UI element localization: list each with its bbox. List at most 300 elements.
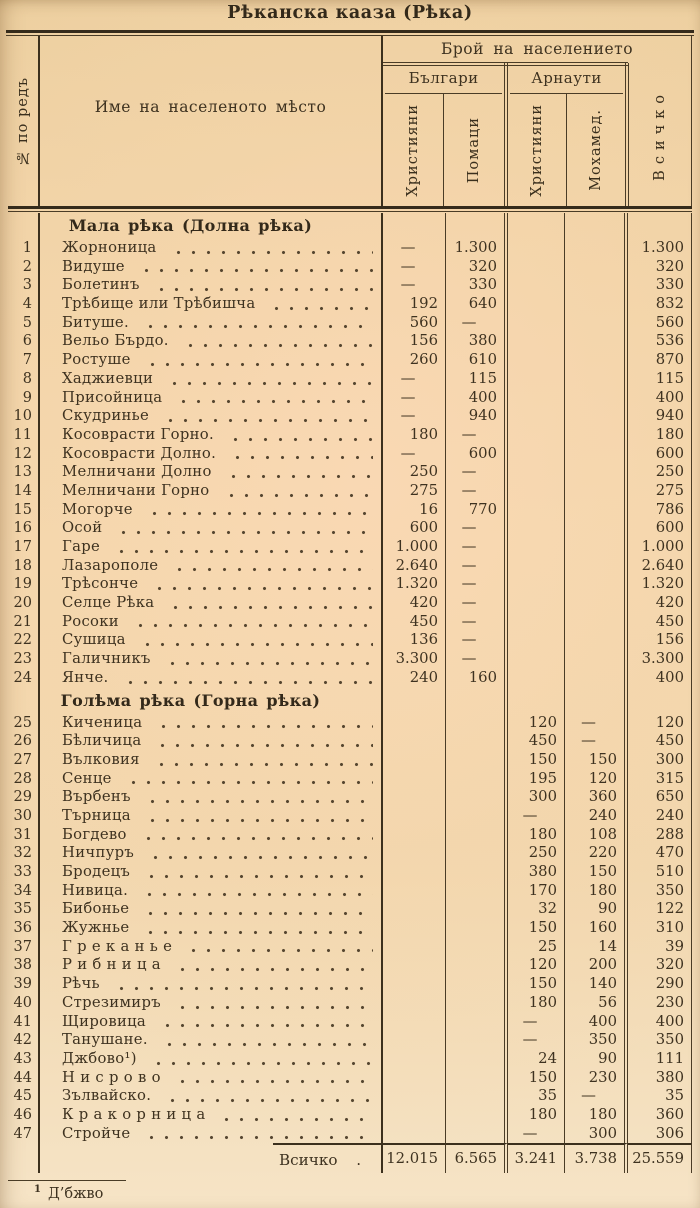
value-cell xyxy=(508,389,565,408)
dot-leader xyxy=(146,844,373,860)
value-cell: 150 xyxy=(508,751,565,770)
value-cell: 160 xyxy=(565,919,628,938)
value-cell xyxy=(383,807,446,826)
value-cell: 200 xyxy=(565,956,628,975)
place-name: Лазарополе xyxy=(62,556,159,574)
value-cell xyxy=(383,751,446,770)
place-name-cell xyxy=(40,900,383,919)
value-cell: 290 xyxy=(628,975,692,994)
dot-leader xyxy=(160,1031,373,1047)
value-cell: 450 xyxy=(383,613,446,632)
place-name-cell xyxy=(40,1069,383,1088)
value-cell xyxy=(565,258,628,277)
value-cell: — xyxy=(565,732,628,751)
value-cell xyxy=(383,844,446,863)
value-cell: 170 xyxy=(508,882,565,901)
table-row xyxy=(8,501,692,520)
value-cell: 940 xyxy=(628,407,692,426)
value-cell: 275 xyxy=(383,482,446,501)
value-cell: 600 xyxy=(628,519,692,538)
table-row xyxy=(8,807,692,826)
place-name-cell xyxy=(40,826,383,845)
place-name-cell xyxy=(40,1125,383,1144)
table-row xyxy=(8,351,692,370)
value-cell: 220 xyxy=(565,844,628,863)
header-bottom-rule xyxy=(8,206,692,212)
value-cell xyxy=(565,650,628,669)
value-cell xyxy=(446,826,508,845)
value-cell xyxy=(383,882,446,901)
value-cell xyxy=(565,463,628,482)
value-cell: 330 xyxy=(628,276,692,295)
table-row xyxy=(8,445,692,464)
value-cell: 300 xyxy=(565,1125,628,1144)
place-name-cell xyxy=(40,538,383,557)
value-cell xyxy=(383,826,446,845)
value-cell: 122 xyxy=(628,900,692,919)
place-name-cell xyxy=(40,1106,383,1125)
dot-leader xyxy=(228,445,373,461)
value-cell xyxy=(628,688,692,714)
table-row xyxy=(8,1031,692,1050)
place-name: Киченица xyxy=(62,713,143,731)
table-row xyxy=(8,650,692,669)
place-name-cell xyxy=(40,258,383,277)
row-number-cell: 5 xyxy=(8,314,40,333)
table-row xyxy=(8,975,692,994)
value-cell xyxy=(508,407,565,426)
value-cell xyxy=(565,314,628,333)
value-cell: 180 xyxy=(508,994,565,1013)
value-cell: 600 xyxy=(383,519,446,538)
value-cell: 160 xyxy=(446,669,508,688)
value-cell: 90 xyxy=(565,1050,628,1069)
value-cell: 1.320 xyxy=(628,575,692,594)
value-cell: 400 xyxy=(446,389,508,408)
albanians-group xyxy=(508,63,629,206)
table-row xyxy=(8,295,692,314)
place-name: Хаджиевци xyxy=(62,369,154,387)
row-number-cell: 8 xyxy=(8,370,40,389)
row-number-cell: 9 xyxy=(8,389,40,408)
value-cell: — xyxy=(446,557,508,576)
footnote xyxy=(34,1184,103,1202)
summary-albanian-christians: 3.241 xyxy=(508,1143,565,1173)
place-name-cell xyxy=(40,482,383,501)
value-cell: — xyxy=(446,631,508,650)
value-cell xyxy=(383,919,446,938)
place-name: Джбово¹) xyxy=(62,1049,137,1067)
value-cell: 25 xyxy=(508,938,565,957)
value-cell: 115 xyxy=(628,370,692,389)
dot-leader xyxy=(158,1013,373,1029)
row-number-cell: 17 xyxy=(8,538,40,557)
place-name: Бибонье xyxy=(62,900,130,918)
value-cell xyxy=(383,1050,446,1069)
value-cell xyxy=(508,482,565,501)
row-number-cell: 20 xyxy=(8,594,40,613)
value-cell: 300 xyxy=(628,751,692,770)
value-cell: 1.000 xyxy=(628,538,692,557)
table-row xyxy=(8,314,692,333)
value-cell xyxy=(508,295,565,314)
value-cell: 2.640 xyxy=(383,557,446,576)
table-row xyxy=(8,239,692,258)
value-cell: 600 xyxy=(628,445,692,464)
bulgarians-header: Българи xyxy=(385,63,502,94)
place-name-cell xyxy=(40,919,383,938)
row-number-cell: 7 xyxy=(8,351,40,370)
value-cell xyxy=(565,519,628,538)
dot-leader xyxy=(173,1069,373,1085)
dot-leader xyxy=(143,351,373,367)
value-cell xyxy=(565,613,628,632)
dot-leader xyxy=(143,788,373,804)
value-cell: 380 xyxy=(446,332,508,351)
dot-leader xyxy=(174,389,373,405)
table-row xyxy=(8,788,692,807)
value-cell: 16 xyxy=(383,501,446,520)
value-cell xyxy=(383,732,446,751)
place-name: Търница xyxy=(62,806,131,824)
value-cell xyxy=(383,938,446,957)
place-name: Жорноница xyxy=(62,239,157,256)
place-name-cell xyxy=(40,788,383,807)
row-number-cell: 43 xyxy=(8,1050,40,1069)
value-cell xyxy=(565,482,628,501)
value-cell: — xyxy=(446,650,508,669)
dot-leader xyxy=(217,1106,373,1122)
value-cell: 1.300 xyxy=(628,239,692,258)
value-cell xyxy=(446,213,508,239)
value-cell: 400 xyxy=(628,1013,692,1032)
row-number-cell: 42 xyxy=(8,1031,40,1050)
bulgarian-christians-header: Християни xyxy=(405,103,422,197)
dot-leader xyxy=(267,295,373,311)
row-number-cell: 14 xyxy=(8,482,40,501)
table-row xyxy=(8,557,692,576)
value-cell xyxy=(383,788,446,807)
place-name-cell xyxy=(40,332,383,351)
dot-leader xyxy=(145,501,373,517)
place-name-cell xyxy=(40,938,383,957)
value-cell xyxy=(508,314,565,333)
value-cell xyxy=(383,714,446,733)
value-cell xyxy=(508,276,565,295)
table-row xyxy=(8,770,692,789)
value-cell: 180 xyxy=(508,1106,565,1125)
dot-leader xyxy=(173,994,373,1010)
row-number-cell xyxy=(8,688,40,714)
row-number-cell: 10 xyxy=(8,407,40,426)
value-cell: 195 xyxy=(508,770,565,789)
dot-leader xyxy=(139,826,373,842)
value-cell: 136 xyxy=(383,631,446,650)
place-name-cell xyxy=(40,1087,383,1106)
albanian-muslims-header: Мохамед. xyxy=(587,109,604,191)
value-cell: 250 xyxy=(508,844,565,863)
place-name-cell xyxy=(40,463,383,482)
row-number-cell: 47 xyxy=(8,1125,40,1144)
value-cell xyxy=(628,213,692,239)
value-cell xyxy=(508,501,565,520)
table-row xyxy=(8,751,692,770)
value-cell xyxy=(508,650,565,669)
value-cell xyxy=(446,1087,508,1106)
row-number-cell: 41 xyxy=(8,1013,40,1032)
value-cell xyxy=(508,575,565,594)
place-name-cell xyxy=(40,389,383,408)
value-cell: — xyxy=(446,613,508,632)
row-number-cell: 13 xyxy=(8,463,40,482)
place-name: Богдево xyxy=(62,825,127,843)
place-name-cell xyxy=(40,770,383,789)
place-name: Сенце xyxy=(62,769,112,787)
value-cell: 120 xyxy=(508,956,565,975)
place-name: Болетинъ xyxy=(62,276,140,294)
value-cell: 180 xyxy=(508,826,565,845)
table-row xyxy=(8,956,692,975)
table-row xyxy=(8,863,692,882)
value-cell: 400 xyxy=(628,389,692,408)
value-cell xyxy=(446,714,508,733)
value-cell: 770 xyxy=(446,501,508,520)
table-row xyxy=(8,1106,692,1125)
dot-leader xyxy=(140,882,373,898)
row-number-cell: 4 xyxy=(8,295,40,314)
value-cell: 320 xyxy=(628,956,692,975)
value-cell xyxy=(446,1050,508,1069)
value-cell: 600 xyxy=(446,445,508,464)
value-cell: — xyxy=(508,1013,565,1032)
place-name-cell xyxy=(40,1013,383,1032)
dot-leader xyxy=(141,900,373,916)
value-cell xyxy=(508,213,565,239)
summary-total: 25.559 xyxy=(628,1143,692,1173)
value-cell: 380 xyxy=(628,1069,692,1088)
dot-leader xyxy=(169,239,373,255)
value-cell xyxy=(383,994,446,1013)
value-cell: 1.300 xyxy=(446,239,508,258)
value-cell: 150 xyxy=(508,919,565,938)
value-cell: — xyxy=(383,389,446,408)
place-name: Присойница xyxy=(62,388,163,406)
value-cell: 180 xyxy=(565,882,628,901)
table-row xyxy=(8,1069,692,1088)
place-name: Гаре xyxy=(62,538,101,555)
dot-leader xyxy=(166,594,373,610)
place-name-cell xyxy=(40,714,383,733)
place-name-cell xyxy=(40,370,383,389)
value-cell xyxy=(446,788,508,807)
value-cell xyxy=(565,351,628,370)
value-cell: 560 xyxy=(383,314,446,333)
total-header-cell xyxy=(629,63,691,206)
value-cell xyxy=(383,1106,446,1125)
table-row xyxy=(8,519,692,538)
place-name: Росоки xyxy=(62,612,119,630)
value-cell: 180 xyxy=(628,426,692,445)
value-cell: 640 xyxy=(446,295,508,314)
value-cell: 230 xyxy=(628,994,692,1013)
value-cell xyxy=(565,538,628,557)
value-cell: 150 xyxy=(565,863,628,882)
place-name-cell xyxy=(40,426,383,445)
row-number-cell xyxy=(8,213,40,239)
value-cell xyxy=(565,594,628,613)
albanians-header: Арнаути xyxy=(510,63,623,94)
place-name: Нивица. xyxy=(62,881,129,899)
value-cell: — xyxy=(383,239,446,258)
place-name: Ничпуръ xyxy=(62,844,135,862)
place-name: Осой xyxy=(62,519,103,537)
dot-leader xyxy=(112,975,373,991)
summary-bulgarian-pomaks: 6.565 xyxy=(446,1143,508,1173)
albanian-christians-header-cell xyxy=(508,94,567,206)
row-number-cell: 23 xyxy=(8,650,40,669)
value-cell: 1.320 xyxy=(383,575,446,594)
value-cell: 360 xyxy=(628,1106,692,1125)
dot-leader xyxy=(226,426,373,442)
population-table xyxy=(8,36,692,1173)
value-cell: 180 xyxy=(565,1106,628,1125)
table-row xyxy=(8,426,692,445)
value-cell: — xyxy=(565,1087,628,1106)
place-name: Косоврасти Горно. xyxy=(62,425,214,443)
section-title: Голѣма рѣка (Горна рѣка) xyxy=(60,690,321,710)
place-name-cell xyxy=(40,594,383,613)
value-cell xyxy=(446,1106,508,1125)
value-cell: 870 xyxy=(628,351,692,370)
row-number-cell: 36 xyxy=(8,919,40,938)
value-cell xyxy=(383,1125,446,1144)
dot-leader xyxy=(154,714,373,730)
value-cell xyxy=(446,919,508,938)
place-name-cell xyxy=(40,882,383,901)
place-name: Видуше xyxy=(62,257,125,275)
dot-leader xyxy=(114,519,373,535)
row-number-cell: 16 xyxy=(8,519,40,538)
summary-row xyxy=(8,1143,692,1173)
value-cell: 560 xyxy=(628,314,692,333)
value-cell: 330 xyxy=(446,276,508,295)
place-name: Бродецъ xyxy=(62,863,131,880)
value-cell: 832 xyxy=(628,295,692,314)
value-cell: 240 xyxy=(383,669,446,688)
value-cell xyxy=(508,613,565,632)
value-cell xyxy=(446,882,508,901)
place-name-cell xyxy=(40,956,383,975)
value-cell: — xyxy=(446,482,508,501)
value-cell: 786 xyxy=(628,501,692,520)
place-name-cell xyxy=(40,351,383,370)
dot-leader xyxy=(165,370,373,386)
dot-leader xyxy=(149,1050,373,1066)
place-name: К р а к о р н и ц а xyxy=(62,1105,206,1123)
value-cell: 536 xyxy=(628,332,692,351)
value-cell: 610 xyxy=(446,351,508,370)
value-cell xyxy=(565,213,628,239)
dot-leader xyxy=(142,863,373,879)
place-name: Н и с р о в о xyxy=(62,1068,161,1086)
value-cell: 300 xyxy=(508,788,565,807)
section-title-cell xyxy=(40,213,383,239)
dot-leader xyxy=(124,770,373,786)
footnote-marker: 1 xyxy=(34,1184,41,1195)
table-header xyxy=(8,36,692,206)
table-row xyxy=(8,1087,692,1106)
dot-leader xyxy=(224,463,373,479)
dot-leader xyxy=(150,575,373,591)
value-cell: 350 xyxy=(628,1031,692,1050)
place-name: Могорче xyxy=(62,500,133,518)
value-cell xyxy=(508,426,565,445)
value-cell xyxy=(446,844,508,863)
section-header-row xyxy=(8,688,692,714)
value-cell: 650 xyxy=(628,788,692,807)
footnote-text: Д’бжво xyxy=(47,1185,104,1202)
value-cell: — xyxy=(446,463,508,482)
value-cell xyxy=(446,1125,508,1144)
value-cell xyxy=(508,351,565,370)
row-number-cell: 30 xyxy=(8,807,40,826)
subgroup-row xyxy=(383,63,691,206)
place-name-cell xyxy=(40,575,383,594)
place-name: Танушане. xyxy=(62,1031,148,1049)
value-cell xyxy=(383,1031,446,1050)
table-row xyxy=(8,482,692,501)
place-name: Селце Рѣка xyxy=(62,594,155,612)
place-name: Г р е к а н ь е xyxy=(62,937,173,955)
value-cell: 2.640 xyxy=(628,557,692,576)
dot-leader xyxy=(152,751,373,767)
dot-leader xyxy=(131,613,373,629)
value-cell: — xyxy=(508,1031,565,1050)
place-name: Бѣличица xyxy=(62,732,142,750)
place-name-cell xyxy=(40,1031,383,1050)
value-cell xyxy=(383,213,446,239)
table-row xyxy=(8,594,692,613)
table-row xyxy=(8,900,692,919)
place-name: Косоврасти Долно. xyxy=(62,444,217,462)
value-cell xyxy=(565,669,628,688)
value-cell xyxy=(383,770,446,789)
place-name: Вълковия xyxy=(62,750,140,768)
value-cell: 3.300 xyxy=(383,650,446,669)
value-cell xyxy=(446,956,508,975)
dot-leader xyxy=(173,956,373,972)
total-header: Всичко xyxy=(651,88,668,181)
place-name-cell xyxy=(40,519,383,538)
value-cell xyxy=(565,276,628,295)
row-number-cell: 21 xyxy=(8,613,40,632)
table-row xyxy=(8,882,692,901)
value-cell: 24 xyxy=(508,1050,565,1069)
row-number-cell: 32 xyxy=(8,844,40,863)
place-name-cell xyxy=(40,863,383,882)
value-cell xyxy=(446,1069,508,1088)
summary-albanian-muslims: 3.738 xyxy=(565,1143,628,1173)
place-name-cell xyxy=(40,295,383,314)
dot-leader xyxy=(163,650,373,666)
value-cell: — xyxy=(508,1125,565,1144)
place-name: Върбенъ xyxy=(62,788,131,806)
row-number-cell: 6 xyxy=(8,332,40,351)
value-cell xyxy=(508,631,565,650)
value-cell: 360 xyxy=(565,788,628,807)
row-number-header-cell xyxy=(8,36,40,206)
row-number-cell: 24 xyxy=(8,669,40,688)
